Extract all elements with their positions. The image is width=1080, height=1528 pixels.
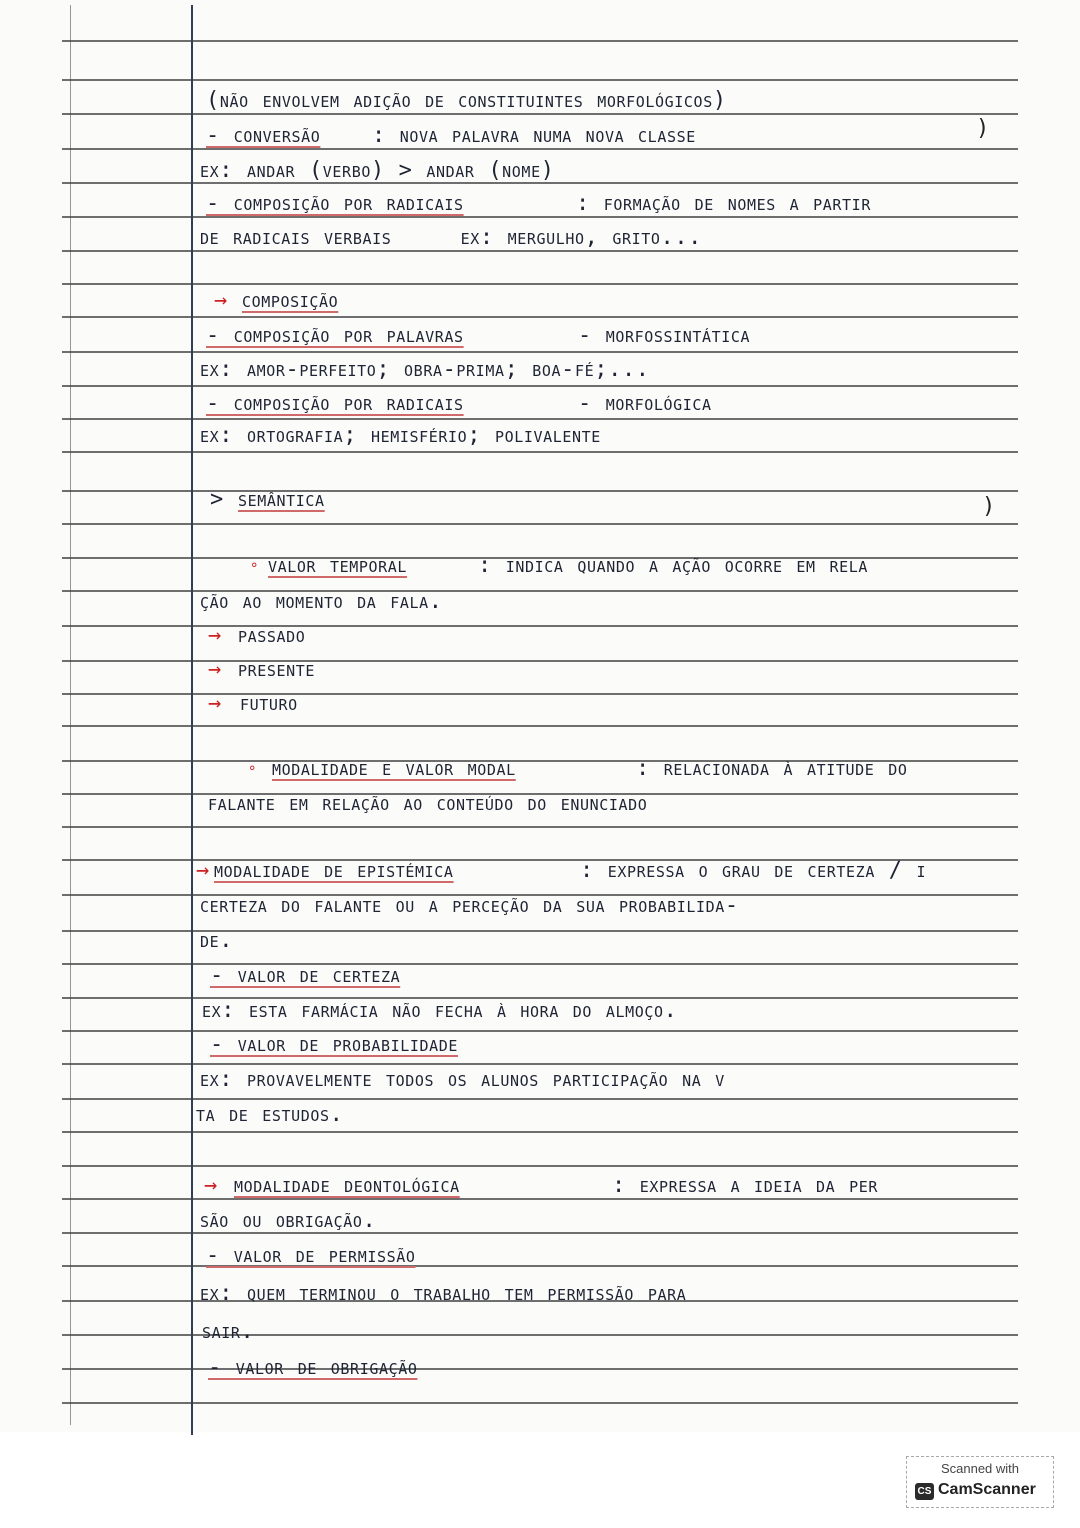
watermark-caption: Scanned with — [940, 1461, 1020, 1476]
ruled-line — [62, 1030, 1018, 1032]
ruled-line — [62, 283, 1018, 285]
arrow-icon: → — [208, 623, 222, 648]
ruled-line — [62, 490, 1018, 492]
ruled-line — [62, 79, 1018, 81]
arrow-icon: → — [196, 858, 210, 883]
ruled-line — [62, 523, 1018, 525]
ruled-line — [62, 1165, 1018, 1167]
note-term: - valor de probabilidade — [210, 1032, 458, 1057]
scanner-watermark — [906, 1456, 1054, 1508]
ruled-line — [62, 963, 1018, 965]
camscanner-logo-icon: CS — [915, 1483, 934, 1500]
ruled-line — [62, 1098, 1018, 1100]
note-line: : formação de nomes a partir — [576, 191, 871, 216]
margin-line — [191, 5, 193, 1435]
note-line: ex: ortografia; hemisfério; polivalente — [200, 423, 601, 448]
ruled-line — [62, 40, 1018, 42]
ruled-line — [62, 418, 1018, 420]
note-term: - valor de certeza — [210, 963, 401, 988]
ruled-line — [62, 1131, 1018, 1133]
arrow-icon: → — [204, 1173, 218, 1198]
note-line: ex: provavelmente todos os alunos participação na v — [200, 1067, 725, 1092]
ruled-line — [62, 385, 1018, 387]
note-line: ex: amor-perfeito; obra-prima; boa-fé;... — [200, 357, 650, 382]
note-line: ex: esta farmácia não fecha à hora do almoço. — [202, 998, 678, 1023]
page-mark: ) — [978, 116, 987, 141]
note-line: - morfossintática — [578, 323, 751, 348]
note-line: sair. — [202, 1319, 255, 1344]
ruled-line — [62, 1368, 1018, 1370]
note-term: - valor de obrigação — [208, 1355, 418, 1380]
note-line: ex: quem terminou o trabalho tem permissão para — [200, 1281, 687, 1306]
page-mark: ) — [984, 494, 993, 519]
arrow-icon: → — [208, 691, 222, 716]
ruled-line — [62, 351, 1018, 353]
note-line: certeza do falante ou a perceção da sua probabilida- — [200, 893, 739, 918]
note-line: são ou obrigação. — [200, 1208, 377, 1233]
note-term: - valor de permissão — [206, 1243, 416, 1268]
list-item: passado — [238, 623, 306, 648]
bullet-icon: ° — [248, 764, 258, 780]
note-line: de. — [200, 928, 234, 953]
note-term: modalidade e valor modal — [272, 756, 516, 781]
ruled-line — [62, 316, 1018, 318]
note-line: ex: andar (verbo) > andar (nome) — [200, 158, 555, 183]
note-line: : nova palavra numa nova classe — [372, 123, 696, 148]
ruled-line — [62, 693, 1018, 695]
note-term: modalidade deontológica — [234, 1173, 460, 1198]
note-line: : indica quando a ação ocorre em rela — [478, 553, 869, 578]
ruled-line — [62, 1063, 1018, 1065]
note-term: - composição por radicais — [206, 191, 464, 216]
ruled-line — [62, 1402, 1018, 1404]
note-line: : relacionada à atitude do — [636, 756, 908, 781]
note-line: - morfológica — [578, 391, 712, 416]
ruled-line — [62, 451, 1018, 453]
note-line: falante em relação ao conteúdo do enunciado — [208, 791, 648, 816]
arrow-icon: → — [208, 657, 222, 682]
list-item: futuro — [240, 691, 298, 716]
ruled-line — [62, 660, 1018, 662]
ruled-line — [62, 826, 1018, 828]
list-item: presente — [238, 657, 316, 682]
note-line: : expressa a ideia da per — [612, 1173, 879, 1198]
note-term: valor temporal — [268, 553, 408, 578]
note-line: de radicais verbais ex: mergulho, grito... — [200, 225, 703, 250]
watermark-brand: CamScanner — [938, 1481, 1036, 1498]
note-term: - composição por palavras — [206, 323, 464, 348]
ruled-line — [62, 625, 1018, 627]
ruled-line — [62, 725, 1018, 727]
note-line: ta de estudos. — [196, 1102, 344, 1127]
arrow-icon: → — [214, 288, 228, 313]
note-line: (não envolvem adição de constituintes morfológicos) — [206, 88, 727, 113]
note-term: modalidade de epistémica — [214, 858, 454, 883]
note-line: ção ao momento da fala. — [200, 589, 443, 614]
note-term: - composição por radicais — [206, 391, 464, 416]
section-heading: semântica — [238, 487, 325, 512]
binding-line — [70, 5, 71, 1425]
bullet-icon: ° — [250, 561, 260, 577]
note-term: - conversão — [206, 123, 321, 148]
section-heading: composição — [242, 288, 339, 313]
note-line: : expressa o grau de certeza / i — [580, 858, 927, 883]
chevron-right-icon: > — [210, 487, 224, 512]
